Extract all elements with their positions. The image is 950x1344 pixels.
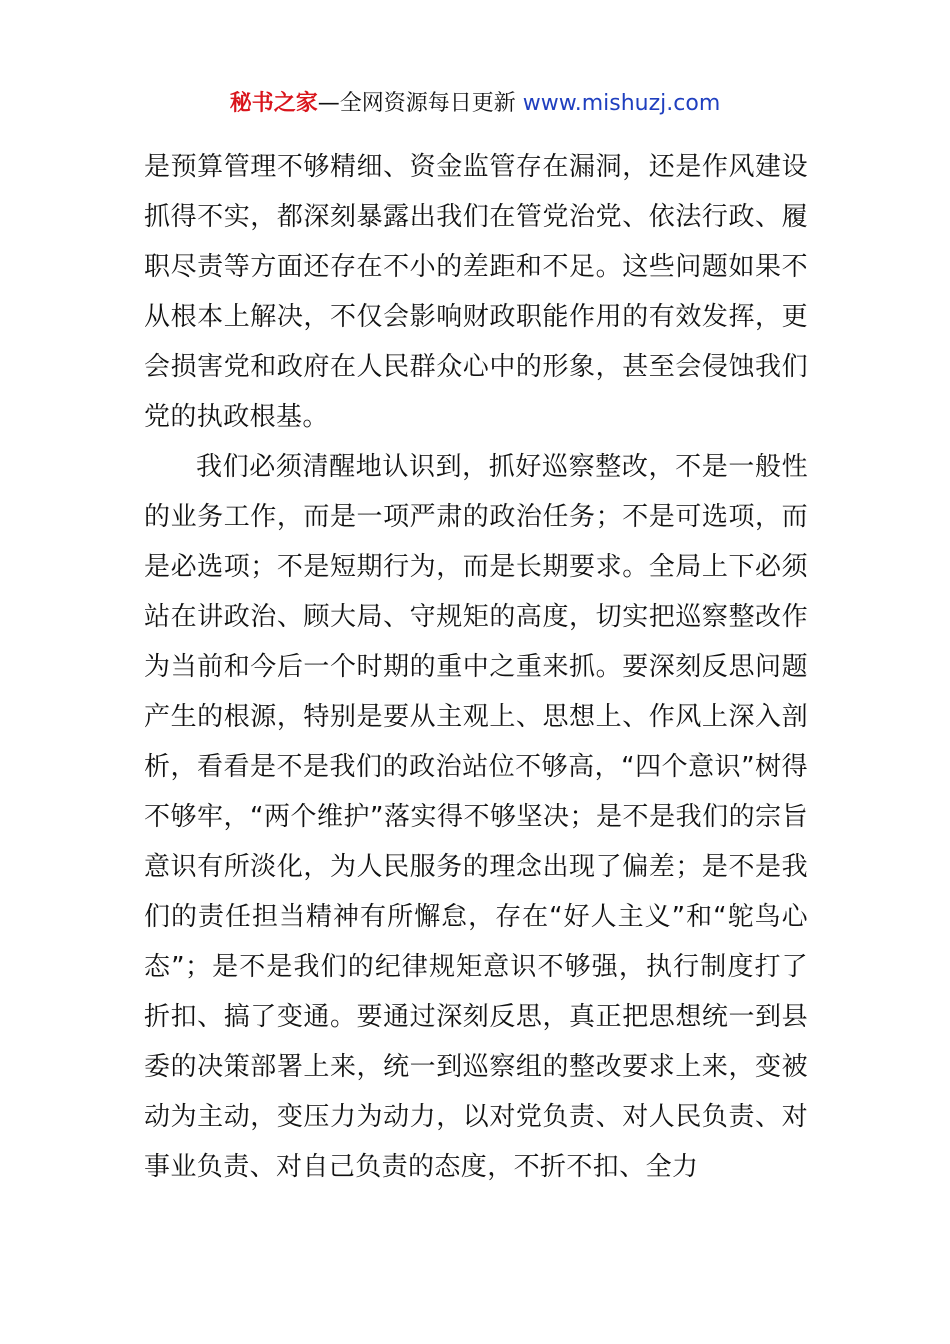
header-tagline: —全网资源每日更新 [317, 91, 516, 116]
body-paragraph: 我们必须清醒地认识到，抓好巡察整改，不是一般性的业务工作，而是一项严肃的政治任务；不是可选项，而是必选项；不是短期行为，而是长期要求。全局上下必须站在讲政治、顾大局、守规矩的高度，切实把巡察整改作为当前和今后一个时期的重中之重来抓。要深刻反思问题产生的根源，特别是要从主观上、思想上、作风上深入剖析，看看是不是我们的政治站位不够高，“四个意识”树得不够牢，“两个维护”落实得不够坚决；是不是我们的宗旨意识有所淡化，为人民服务的理念出现了偏差；是不是我们的责任担当精神有所懈怠，存在“好人主义”和“鸵鸟心态”；是不是我们的纪律规矩意识不够强，执行制度打了折扣、搞了变通。要通过深刻反思，真正把思想统一到县委的决策部署上来，统一到巡察组的整改要求上来，变被动为主动，变压力为动力，以对党负责、对人民负责、对事业负责、对自己负责的态度，不折不扣、全力 [144, 452, 808, 1182]
site-header [0, 86, 950, 122]
document-body [144, 142, 808, 1192]
site-url-link[interactable]: www.mishuzj.com [522, 91, 721, 116]
brand-name: 秘书之家 [229, 91, 318, 116]
body-paragraph: 是预算管理不够精细、资金监管存在漏洞，还是作风建设抓得不实，都深刻暴露出我们在管党治党、依法行政、履职尽责等方面还存在不小的差距和不足。这些问题如果不从根本上解决，不仅会影响财政职能作用的有效发挥，更会损害党和政府在人民群众心中的形象，甚至会侵蚀我们党的执政根基。 [144, 152, 808, 432]
